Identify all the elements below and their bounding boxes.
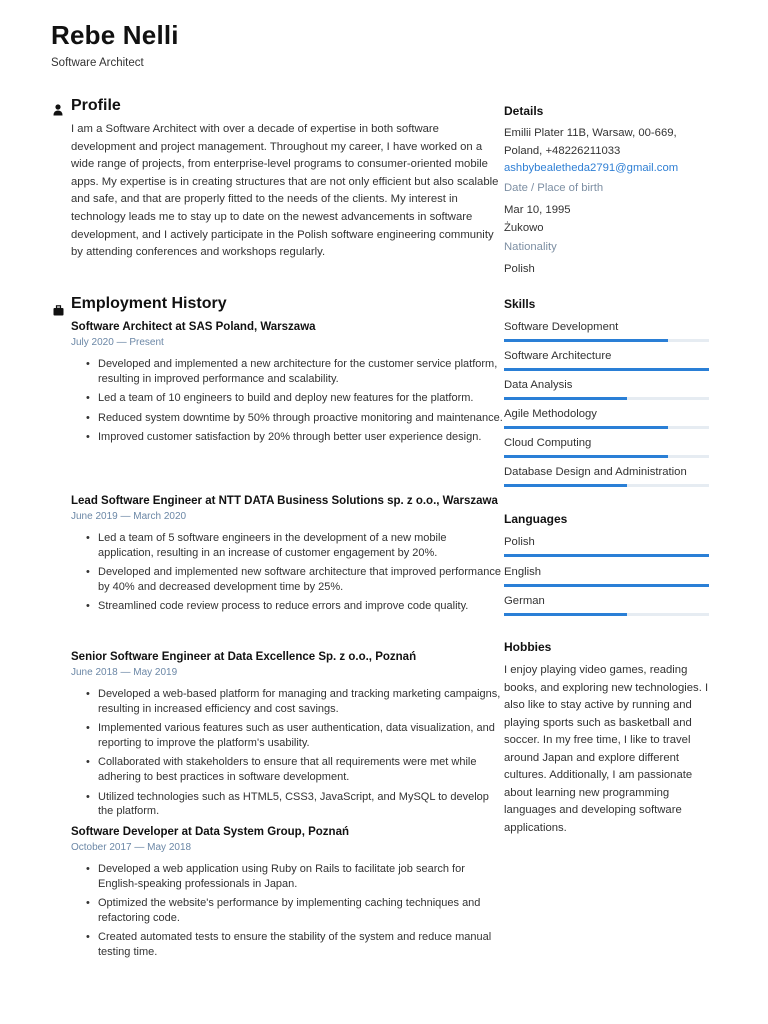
skill-bar-fill — [504, 484, 627, 487]
candidate-title: Software Architect — [51, 57, 144, 69]
dob-label: Date / Place of birth — [504, 182, 604, 194]
language-bar-track — [504, 613, 709, 616]
language-name: Polish — [504, 536, 535, 548]
job-bullet: • Created automated tests to ensure the stability of the system and reduce manual testing time. — [98, 930, 503, 959]
job-bullet: • Implemented various features such as user authentication, data visualization, and reporting to improve the platform's usability. — [98, 721, 503, 750]
job-dates: October 2017 — May 2018 — [71, 842, 192, 853]
job-bullets — [71, 357, 503, 445]
skill-item — [504, 436, 709, 458]
job-entry — [71, 650, 503, 824]
skill-bar-track — [504, 426, 709, 429]
language-bar-track — [504, 554, 709, 557]
language-name: English — [504, 566, 542, 578]
language-bar-fill — [504, 584, 709, 587]
skill-name: Cloud Computing — [504, 437, 592, 449]
details-heading: Details — [504, 104, 544, 118]
language-bar-track — [504, 584, 709, 587]
languages-heading: Languages — [504, 512, 568, 526]
skill-item — [504, 349, 709, 371]
skill-bar-track — [504, 397, 709, 400]
job-bullets — [71, 687, 503, 819]
skill-item — [504, 320, 709, 342]
candidate-name: Rebe Nelli — [51, 20, 179, 50]
language-item — [504, 594, 709, 616]
job-title: Senior Software Engineer at Data Excellence Sp. z o.o., Poznań — [71, 651, 417, 663]
skill-item — [504, 407, 709, 429]
skill-bar-fill — [504, 426, 668, 429]
job-dates: June 2019 — March 2020 — [71, 511, 187, 522]
language-bar-fill — [504, 613, 627, 616]
nationality-label: Nationality — [504, 241, 557, 253]
job-dates: July 2020 — Present — [71, 337, 164, 348]
skill-name: Database Design and Administration — [504, 466, 687, 478]
skill-name: Software Development — [504, 321, 619, 333]
skill-bar-track — [504, 455, 709, 458]
job-bullets — [71, 862, 503, 960]
profile-heading: Profile — [71, 97, 121, 114]
job-bullet: • Developed a web-based platform for managing and tracking marketing campaigns, resulting in increased efficiency and cost savings. — [98, 687, 503, 716]
job-bullet: • Developed and implemented new software architecture that improved performance by 40% and decreased development time by 25%. — [98, 565, 503, 594]
skill-item — [504, 378, 709, 400]
job-bullet: • Reduced system downtime by 50% through proactive monitoring and maintenance. — [98, 411, 503, 426]
job-bullet: • Streamlined code review process to reduce errors and improve code quality. — [98, 599, 503, 614]
skill-bar-fill — [504, 339, 668, 342]
skill-name: Data Analysis — [504, 379, 573, 391]
briefcase-icon — [53, 303, 64, 321]
person-icon — [53, 103, 63, 121]
skills-heading: Skills — [504, 297, 536, 311]
job-bullet: • Collaborated with stakeholders to ensure that all requirements were met while adhering to best practices in software development. — [98, 755, 503, 784]
job-bullet: • Led a team of 10 engineers to build and deploy new features for the platform. — [98, 391, 503, 406]
job-bullet: • Developed a web application using Ruby on Rails to facilitate job search for English-speaking professionals in Japan. — [98, 862, 503, 891]
skill-name: Agile Methodology — [504, 408, 597, 420]
job-bullet: • Utilized technologies such as HTML5, CSS3, JavaScript, and MySQL to develop the platform. — [98, 790, 503, 819]
job-bullet: • Optimized the website's performance by implementing caching techniques and refactoring code. — [98, 896, 503, 925]
skill-name: Software Architecture — [504, 350, 612, 362]
address-line-2: Poland, +48226211033 — [504, 145, 621, 157]
language-name: German — [504, 595, 545, 607]
job-bullets — [71, 531, 503, 614]
birthplace-value: Żukowo — [504, 222, 544, 234]
employment-heading: Employment History — [71, 295, 227, 312]
skill-bar-track — [504, 339, 709, 342]
language-item — [504, 535, 709, 557]
profile-text: I am a Software Architect with over a decade of expertise in both software development and project management. Throughout my career, I have worked on a wide range of projects, from enterprise-level programs to consumer-oriented mobile apps. My expertise is in creating structures that are not only efficient but also scalable and safe, and that are properly fitted to the needs of the clients. My interest in technology leads me to stay up to date on the newest advancements in software development, and I actively participate in the Polish software engineering community by attending conferences and workshops regularly. — [71, 123, 499, 259]
hobbies-text: I enjoy playing video games, reading books, and exploring new technologies. I also like to stay active by running and playing sports such as basketball and soccer. In my free time, I like to travel around Japan and explore different cultures. Additionally, I am passionate about learning new programming languages and developing software applications. — [504, 664, 709, 834]
job-bullet: • Led a team of 5 software engineers in the development of a new mobile application, resulting in an increase of customer engagement by 20%. — [98, 531, 503, 560]
job-entry — [71, 320, 503, 450]
job-bullet: • Developed and implemented a new architecture for the customer service platform, resulting in improved performance and scalability. — [98, 357, 503, 386]
job-title: Software Developer at Data System Group, Poznań — [71, 826, 349, 838]
job-bullet: • Improved customer satisfaction by 20% through better user experience design. — [98, 430, 503, 445]
job-entry — [71, 825, 503, 965]
language-item — [504, 565, 709, 587]
skill-bar-track — [504, 368, 709, 371]
job-title: Software Architect at SAS Poland, Warszawa — [71, 321, 316, 333]
language-bar-fill — [504, 554, 709, 557]
skill-bar-fill — [504, 455, 668, 458]
skill-bar-fill — [504, 368, 709, 371]
job-dates: June 2018 — May 2019 — [71, 667, 178, 678]
skill-bar-track — [504, 484, 709, 487]
dob-value: Mar 10, 1995 — [504, 204, 571, 216]
skill-item — [504, 465, 709, 487]
email-link[interactable]: ashbybealetheda2791@gmail.com — [504, 162, 679, 174]
job-title: Lead Software Engineer at NTT DATA Business Solutions sp. z o.o., Warszawa — [71, 495, 498, 507]
job-entry — [71, 494, 503, 619]
address-line-1: Emilii Plater 11B, Warsaw, 00-669, — [504, 127, 677, 139]
nationality-value: Polish — [504, 263, 535, 275]
skill-bar-fill — [504, 397, 627, 400]
hobbies-heading: Hobbies — [504, 640, 552, 654]
